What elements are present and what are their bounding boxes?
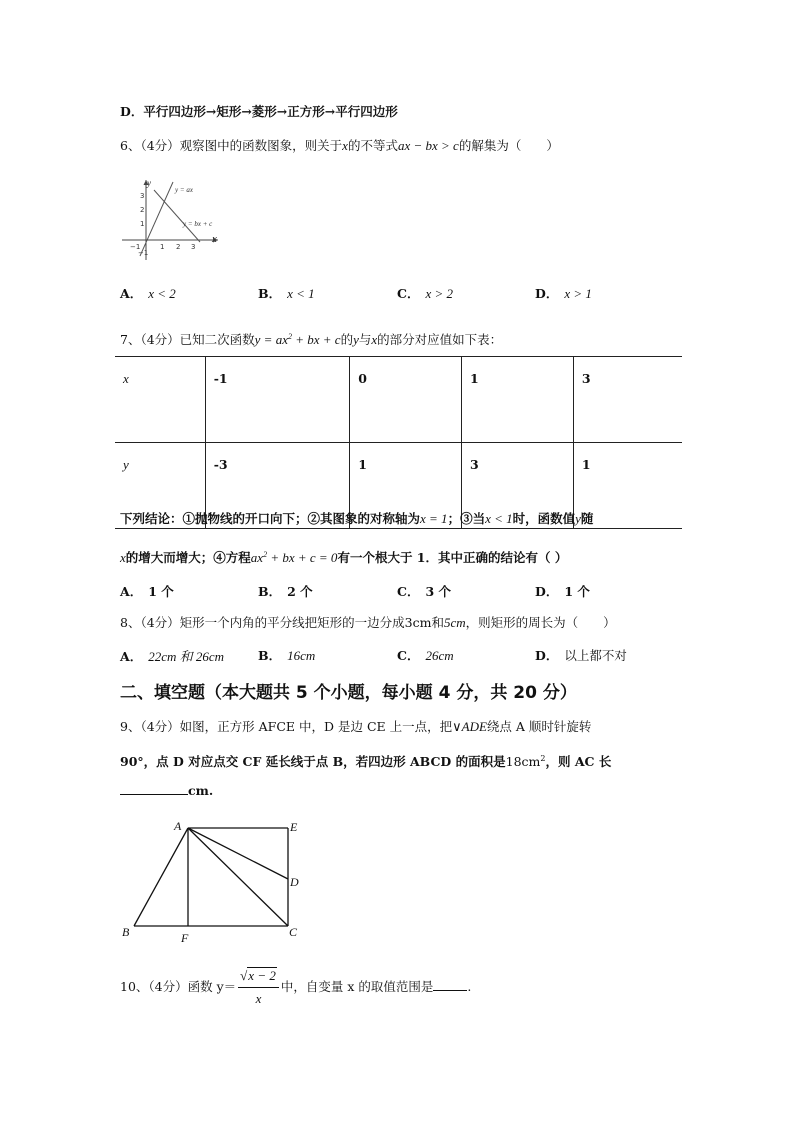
q8-question (120, 614, 616, 632)
answer-blank[interactable] (120, 782, 188, 795)
table-header-x: x (115, 357, 205, 443)
q10-suffix: 中，自变量 x 的取值范围是 (280, 979, 434, 994)
q7-eq-sup: 2 (263, 550, 268, 559)
q9-geometry-figure (118, 814, 308, 946)
q8-a: 3cm (404, 615, 432, 630)
x-tick-1: 1 (160, 243, 165, 251)
q6-var: x (342, 138, 348, 153)
point-d-label: D (290, 875, 299, 889)
option-text: 平行四边形→矩形→菱形→正方形→平行四边形 (143, 104, 398, 119)
section-title: 二、填空题（本大题共 5 个小题，每小题 4 分，共 20 分） (120, 683, 577, 703)
option-label: A． (120, 584, 143, 599)
q8-suffix: ，则矩形的周长为（ ） (465, 615, 616, 630)
option-text: x > 1 (564, 286, 592, 301)
q10-radicand: x − 2 (248, 968, 276, 983)
q8-option-b[interactable] (258, 646, 315, 664)
option-text: x > 2 (425, 286, 453, 301)
x-tick-3: 3 (191, 243, 196, 251)
y-tick-2: 2 (140, 206, 145, 214)
q7-conclusion-text: 时，函数值 (512, 511, 576, 526)
q8-and: 和 (431, 615, 444, 630)
q8-option-c[interactable] (397, 646, 454, 664)
q7-func-sup: 2 (287, 332, 292, 341)
q7-conclusion-text: 下列结论：①抛物线的开口向下；②其图象的对称轴为 (120, 511, 421, 526)
q6-option-d[interactable] (535, 284, 592, 302)
q7-value-table (115, 356, 682, 529)
q9-area: 18cm (505, 754, 541, 770)
q6-function-graph (118, 176, 228, 264)
option-text: 26cm (425, 648, 454, 663)
q10-question (120, 966, 471, 1009)
q9-text: ，则 AC 长 (545, 754, 612, 770)
x-tick-neg1: −1 (130, 243, 141, 251)
line2-label: y = bx + c (183, 220, 213, 228)
q9-line1 (120, 718, 591, 736)
q8-option-d[interactable] (535, 646, 627, 664)
line1-label: y = ax (175, 186, 193, 194)
x-tick-2: 2 (176, 243, 181, 251)
q7-var-y: y (353, 332, 359, 348)
option-text: 1 个 (148, 584, 174, 599)
option-label: A． (120, 286, 143, 301)
table-cell: 1 (462, 357, 574, 443)
q5-option-d (120, 103, 398, 121)
q7-var-y-2: y (575, 511, 581, 526)
line-y-bx-c (154, 190, 200, 242)
q7-question (120, 328, 502, 349)
q7-conclusions-line2 (120, 546, 567, 567)
q9-area-sup: 2 (540, 754, 546, 763)
q9-text: 绕点 A 顺时针旋转 (486, 719, 592, 734)
table-cell: -3 (205, 443, 350, 529)
q7-eq-b: + bx + c = 0 (267, 550, 338, 566)
y-tick-neg1: −1 (138, 249, 149, 257)
q7-option-c[interactable] (397, 582, 451, 600)
point-e-label: E (290, 820, 298, 834)
option-label: C． (397, 286, 420, 301)
q7-conclusion-text: 随 (580, 511, 594, 526)
option-label: D． (535, 584, 559, 599)
point-b-label: B (122, 925, 130, 939)
q6-option-b[interactable] (258, 284, 315, 302)
table-cell: 3 (462, 443, 574, 529)
q7-prefix: 7、（4分）已知二次函数 (120, 332, 255, 348)
q6-option-a[interactable] (120, 284, 176, 302)
option-text: 2 个 (287, 584, 313, 599)
q9-text: 90°，点 D 对应点交 CF 延长线于点 B，若四边形 ABCD 的面积是 (120, 754, 506, 770)
option-label: A． (120, 649, 143, 664)
q7-var-x: x (371, 332, 378, 348)
q7-option-d[interactable] (535, 582, 590, 600)
q7-cond: x < 1 (485, 511, 513, 526)
q7-axis-eq: x = 1 (420, 511, 448, 526)
q10-numerator: √x − 2 (238, 966, 279, 988)
option-label: B． (258, 584, 282, 599)
q9-line3 (120, 782, 213, 800)
table-cell: 0 (350, 357, 462, 443)
q10-end: . (467, 979, 472, 994)
table-cell: 1 (350, 443, 462, 529)
q7-conclusion-text: 有一个根大于 1．其中正确的结论有（ ） (337, 550, 568, 566)
q9-line2 (120, 750, 611, 771)
table-cell: 3 (573, 357, 682, 443)
q6-inequality: ax − bx > c (397, 138, 459, 153)
y-axis-label: y (147, 178, 151, 188)
q6-suffix: 的解集为（ ） (458, 138, 559, 153)
table-cell: -1 (205, 357, 350, 443)
q10-denominator: x (255, 991, 262, 1006)
option-label: C． (397, 584, 420, 599)
option-text: 16cm (287, 648, 316, 663)
option-label: C． (397, 648, 420, 663)
point-f-label: F (181, 931, 189, 945)
q7-mid1: 的 (340, 332, 354, 348)
q7-eq-a: ax (250, 550, 264, 566)
point-c-label: C (289, 925, 298, 939)
answer-blank[interactable] (433, 978, 467, 991)
option-label: D． (120, 104, 144, 119)
q8-prefix: 8、（4分）矩形一个内角的平分线把矩形的一边分成 (120, 615, 405, 630)
q9-unit: cm. (188, 783, 214, 798)
q7-option-a[interactable] (120, 582, 174, 600)
q7-conclusions-line1 (120, 510, 593, 528)
option-text: 3 个 (425, 584, 452, 599)
y-tick-3: 3 (140, 192, 145, 200)
x-axis-label: x (212, 233, 217, 245)
q8-b: 5cm (444, 615, 466, 630)
q10-prefix: 10、（4分）函数 y＝ (120, 979, 237, 994)
q7-conclusion-text: 的增大而增大；④方程 (125, 550, 251, 566)
table-row (115, 357, 682, 443)
q7-func-b: + bx + c (291, 332, 341, 348)
q7-conclusion-text: ；③当 (447, 511, 486, 526)
q9-text: 9、（4分）如图，正方形 AFCE 中，D 是边 CE 上一点，把 (120, 719, 453, 734)
option-label: D． (535, 286, 559, 301)
q7-func-a: y = ax (254, 332, 288, 348)
q10-fraction (238, 966, 279, 1009)
q7-mid2: 与 (358, 332, 372, 348)
q7-var-x-2: x (120, 550, 126, 566)
option-text: x < 1 (287, 286, 315, 301)
q9-triangle: ∨ADE (452, 719, 487, 734)
option-label: B． (258, 648, 282, 663)
q8-option-a[interactable] (120, 646, 224, 665)
q6-question (120, 137, 559, 155)
q6-mid: 的不等式 (347, 138, 398, 153)
table-cell: 1 (573, 443, 682, 529)
option-text: 以上都不对 (564, 648, 627, 663)
q6-option-c[interactable] (397, 284, 453, 302)
point-a-label: A (174, 819, 182, 833)
option-label: D． (535, 648, 559, 663)
option-text: 22cm 和 26cm (148, 649, 225, 664)
y-tick-1: 1 (140, 220, 145, 228)
option-text: x < 2 (148, 286, 176, 301)
option-label: B． (258, 286, 282, 301)
q6-prefix: 6、（4分）观察图中的函数图象，则关于 (120, 138, 343, 153)
q7-option-b[interactable] (258, 582, 313, 600)
q7-suffix: 的部分对应值如下表： (377, 332, 503, 348)
option-text: 1 个 (564, 584, 590, 599)
table-header-y: y (115, 443, 205, 529)
